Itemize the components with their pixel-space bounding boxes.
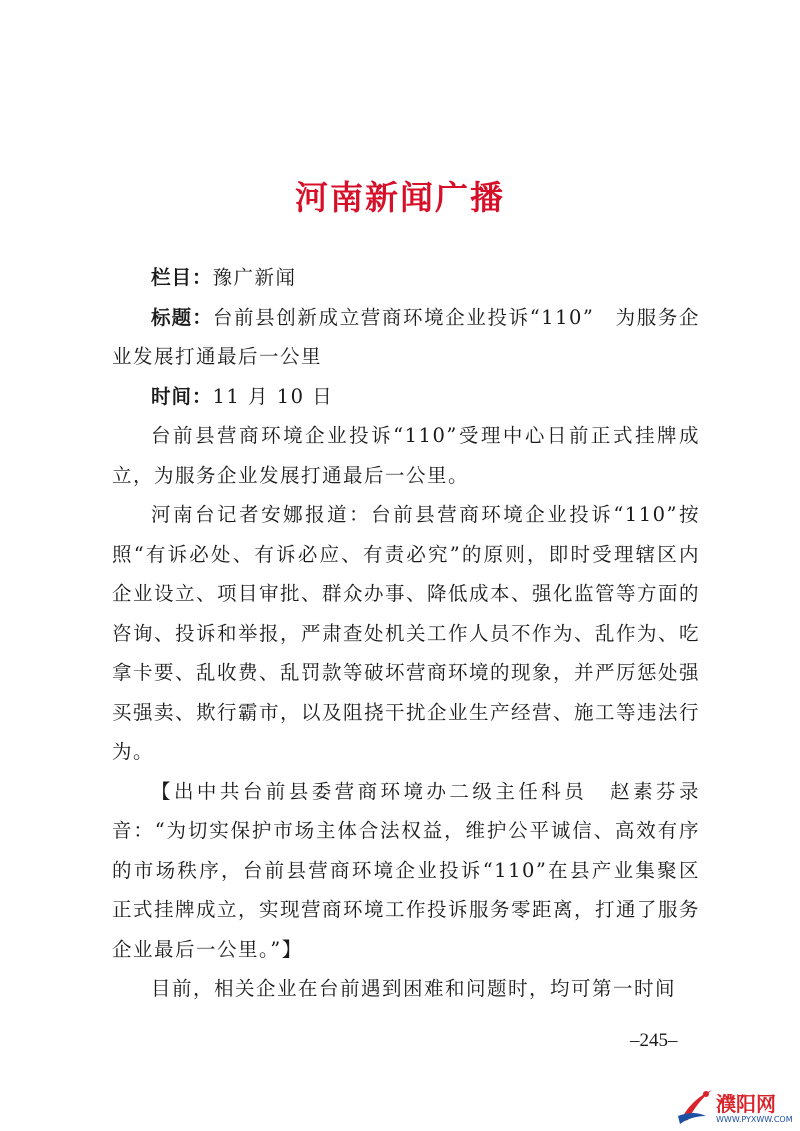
headline-value: 台前县创新成立营商环境企业投诉“110” 为服务企业发展打通最后一公里 (112, 305, 700, 368)
column-value: 豫广新闻 (212, 266, 297, 289)
body-paragraph-2: 河南台记者安娜报道：台前县营商环境企业投诉“110”按照“有诉必处、有诉必应、有责必究”的原则，即时受理辖区内企业设立、项目审批、群众办事、降低成本、强化监管等方面的咨询、投诉和举报，严肃查处机关工作人员不作为、乱作为、吃拿卡要、乱收费、乱罚款等破坏营商环境的现象，并严厉惩处强买强卖、欺行霸市，以及阻挠干扰企业生产经营、施工等违法行为。 (112, 503, 701, 763)
meta-time (112, 377, 700, 417)
meta-headline (112, 298, 700, 377)
column-label: 栏目： (151, 266, 213, 289)
page-title: 河南新闻广播 (295, 178, 505, 217)
document-body (112, 258, 700, 1009)
headline-label: 标题： (151, 305, 213, 329)
time-label: 时间： (151, 384, 213, 408)
body-paragraph-4: 目前，相关企业在台前遇到困难和问题时，均可第一时间 (151, 977, 677, 1000)
swoosh-logo-icon (676, 1086, 716, 1130)
body-paragraph-3: 【出中共台前县委营商环境办二级主任科员 赵素芬录音：“为切实保护市场主体合法权益，维护公平诚信、高效有序的市场秩序，台前县营商环境企业投诉“110”在县产业集聚区正式挂牌成立，实现营商环境工作投诉服务零距离，打通了服务企业最后一公里。”】 (112, 779, 701, 961)
watermark-url: WWW.PYXWW.COM (716, 1115, 793, 1124)
meta-column (112, 258, 700, 298)
time-value: 11 月 10 日 (212, 384, 334, 408)
watermark-name: 濮阳网 (716, 1092, 776, 1116)
body-paragraph-1: 台前县营商环境企业投诉“110”受理中心日前正式挂牌成立，为服务企业发展打通最后一公里。 (112, 424, 700, 487)
site-watermark (676, 1086, 800, 1131)
page-number: –245– (630, 1030, 678, 1051)
